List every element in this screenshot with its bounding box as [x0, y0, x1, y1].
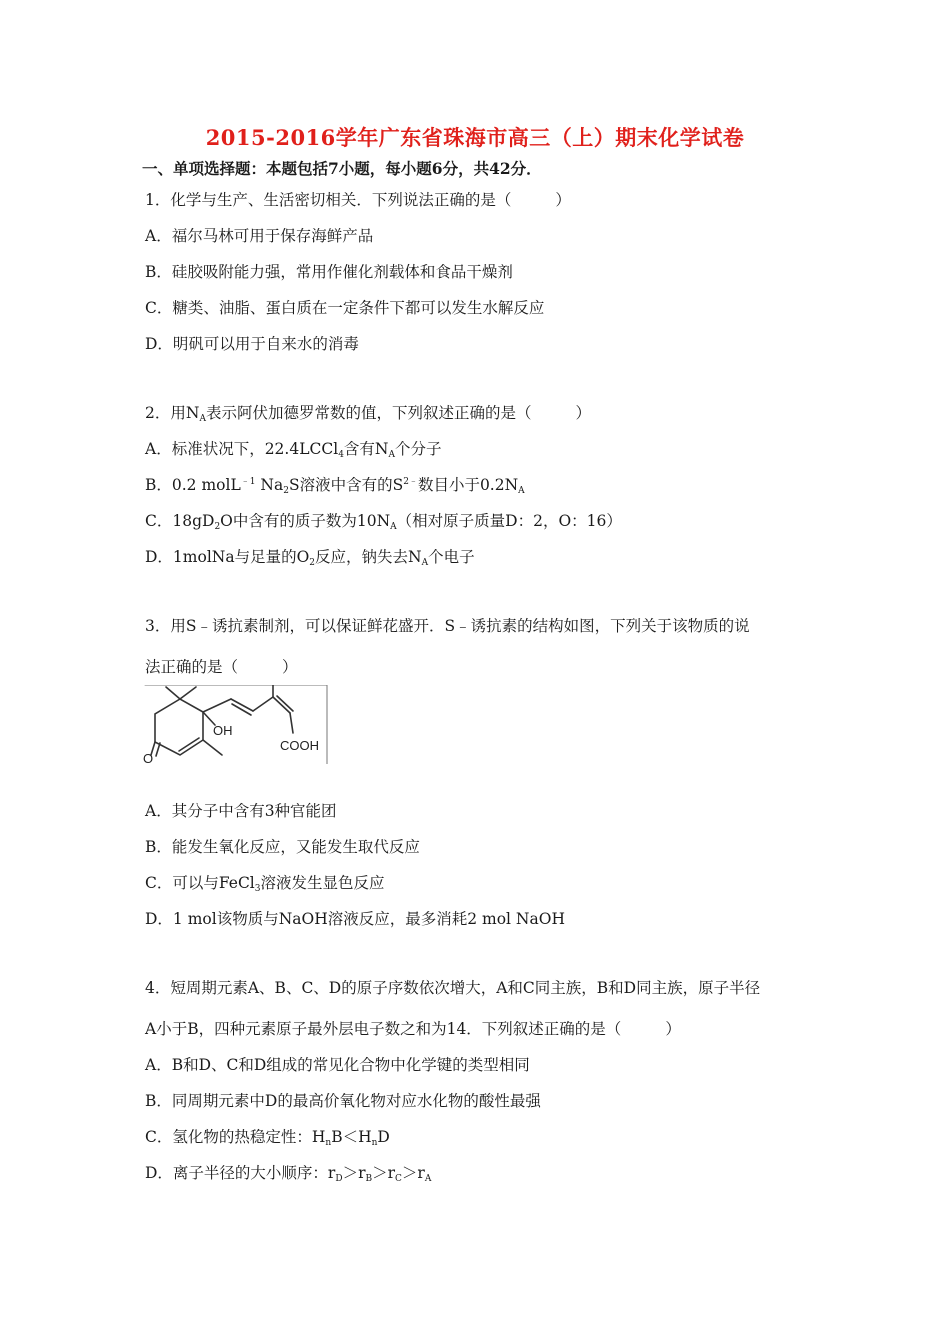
question-3-option-a: A．其分子中含有3种官能团	[145, 802, 337, 820]
exam-title: 2015-2016学年广东省珠海市高三（上）期末化学试卷	[205, 125, 745, 150]
question-2-option-c: C．$18gD_2O$中含有的质子数为$10N_A$（相对原子质量D：2，O：16）	[145, 512, 622, 532]
carboxyl-label: COOH	[280, 738, 319, 753]
question-2-option-d: D．1molNa与足量的$O_2$反应，钠失去$N_A$个电子	[145, 548, 475, 568]
question-4-stem-line1: 4．短周期元素A、B、C、D的原子序数依次增大，A和C同主族，B和D同主族，原子半径	[145, 979, 761, 997]
question-2-option-b: B．0.2 molL$^{﹣1}$ $Na_2S$溶液中含有的$S^{2﹣}$数目小于$0.2N_A$	[145, 476, 525, 496]
question-4-option-d: D．离子半径的大小顺序：$r_D>r_B>r_C>r_A$	[145, 1164, 432, 1184]
s-abscisic-acid-structure-figure	[143, 685, 329, 764]
question-3-stem-line1: 3．用S﹣诱抗素制剂，可以保证鲜花盛开．S﹣诱抗素的结构如图，下列关于该物质的说	[145, 617, 750, 635]
question-1-option-c: C．糖类、油脂、蛋白质在一定条件下都可以发生水解反应	[145, 299, 545, 317]
question-4-option-b: B．同周期元素中D的最高价氧化物对应水化物的酸性最强	[145, 1092, 541, 1110]
question-3-stem-line2: 法正确的是（ ）	[145, 658, 298, 676]
question-1-option-a: A．福尔马林可用于保存海鲜产品	[145, 227, 374, 245]
ketone-oxygen-label: O	[143, 751, 154, 764]
question-4-stem-line2: A小于B，四种元素原子最外层电子数之和为14．下列叙述正确的是（ ）	[145, 1020, 681, 1038]
question-4-option-a: A．B和D、C和D组成的常见化合物中化学键的类型相同	[145, 1056, 530, 1074]
hydroxyl-label: OH	[213, 723, 233, 738]
question-3-option-c: C．可以与FeCl$_3$溶液发生显色反应	[145, 874, 385, 894]
question-2-option-a: A．标准状况下，22.4LCCl$_4$含有$N_A$个分子	[145, 440, 442, 460]
question-1-option-d: D．明矾可以用于自来水的消毒	[145, 335, 359, 353]
question-4-option-c: C．氢化物的热稳定性：$H_nB<H_nD$	[145, 1128, 390, 1148]
question-3-option-d: D．1 mol该物质与NaOH溶液反应，最多消耗2 mol NaOH	[145, 910, 565, 928]
question-1-option-b: B．硅胶吸附能力强，常用作催化剂载体和食品干燥剂	[145, 263, 513, 281]
question-1-stem: 1．化学与生产、生活密切相关．下列说法正确的是（ ）	[145, 191, 571, 209]
question-3-option-b: B．能发生氧化反应，又能发生取代反应	[145, 838, 420, 856]
section-heading: 一、单项选择题：本题包括7小题，每小题6分，共42分．	[142, 159, 542, 178]
question-2-stem: 2．用$N_A$表示阿伏加德罗常数的值，下列叙述正确的是（ ）	[145, 404, 591, 424]
